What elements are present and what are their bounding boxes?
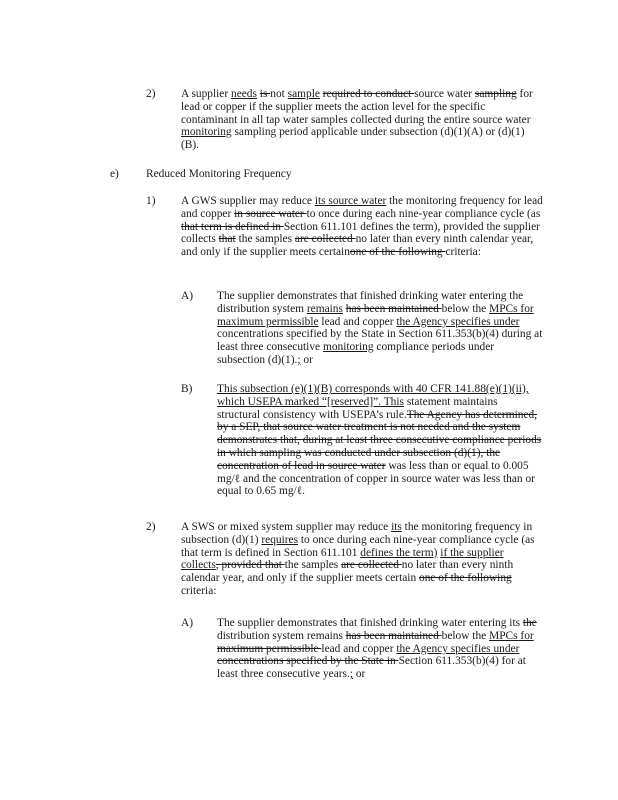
inserted-text: MPCs for maximum permissible [217,302,534,328]
deleted-text: the [522,617,537,629]
item-e1B-number: B) [181,383,193,395]
deleted-text: maximum permissible [217,642,322,655]
paragraph-text: A GWS supplier may reduce [181,195,315,207]
inserted-text: its source water [314,195,387,207]
deleted-text: required to conduct [322,88,415,100]
paragraph-text: sampling period applicable under subsection (d)(1)(A) or (d)(1)(B). [181,126,525,152]
deleted-text: is [259,88,271,100]
section-e-number: e) [110,168,119,180]
inserted-text: MPCs for [489,629,534,642]
item-d2-number: 2) [146,88,156,100]
paragraph-text: Section 611.101 defines the term), provided the supplier collects [181,220,540,246]
item-e1B-text [217,383,543,498]
deleted-text: , provided that [215,559,285,572]
paragraph-text: was less than or equal to 0.005 mg/ℓ and the concentration of copper in source water was less than or equal to 0.65 mg/ℓ. [217,459,535,498]
paragraph-text: distribution system remains [217,629,346,642]
deleted-text: are collected [294,233,356,246]
item-e1-text [181,195,543,259]
paragraph-text: statement maintains structural consistency with USEPA’s rule. [217,395,498,421]
paragraph-text: not [270,88,288,100]
inserted-text: the Agency specifies under [396,315,520,328]
paragraph-text: compliance periods under subsection (d)(1). [217,341,495,366]
inserted-text: ; [349,668,353,681]
paragraph-text: the samples [284,559,342,572]
deleted-text: one of the following [349,246,446,259]
paragraph-text: no later than every ninth calendar year, and only if the supplier meets certain [181,233,534,259]
inserted-text: requires [261,533,299,546]
item-e1-number: 1) [146,195,156,207]
paragraph-text: or [300,353,313,366]
deleted-text: concentrations specified by the State in [217,655,399,668]
paragraph-text: A SWS or mixed system supplier may reduce [181,521,392,533]
paragraph-text: Section 611.353(b)(4) for at least three consecutive years. [217,655,526,681]
inserted-text: monitoring [181,126,232,139]
paragraph-text: The supplier demonstrates that finished drinking water entering its [217,617,523,629]
paragraph-text: concentrations specified by the State in Section 611.353(b)(4) during at least three consecutive [217,328,543,354]
paragraph-text: the samples [235,233,295,246]
deleted-text: has been maintained [345,302,442,315]
inserted-text: needs [231,88,257,100]
paragraph-text: the monitoring frequency in subsection (d)(1) [181,521,533,546]
item-e2A-text [217,617,543,681]
section-e-title: Reduced Monitoring Frequency [146,168,292,180]
paragraph-text: or [353,668,366,681]
item-d2-text [181,88,541,152]
paragraph-text: lead and copper [318,315,397,328]
inserted-text: This subsection (e)(1)(B) corresponds with 40 CFR 141.88(e)(1)(ii), which USEPA marked “[reserved]”. This [217,383,529,408]
deleted-text: that term is defined in [181,220,284,233]
paragraph-text: criteria: [445,246,481,259]
paragraph-text: below the [441,302,490,315]
paragraph-text: The supplier demonstrates that finished drinking water entering the distribution system [217,290,524,315]
item-e2A-number: A) [181,617,194,629]
paragraph-text: lead and copper [321,642,397,655]
item-e1A-text [217,290,543,367]
inserted-text: if the supplier collects [181,546,504,572]
paragraph-text: the monitoring frequency for lead and copper [181,195,543,220]
inserted-text: its [391,521,402,533]
inserted-text: ; [297,353,301,366]
paragraph-text: source water [414,88,475,100]
item-e2-number: 2) [146,521,156,533]
item-e1A-number: A) [181,290,194,302]
inserted-text: defines the term) [360,546,438,559]
paragraph-text: no later than every ninth calendar year, and only if the supplier meets certain [181,559,514,585]
paragraph-text: to once during each nine-year compliance cycle (as [306,207,541,220]
deleted-text: in source water [234,207,307,220]
deleted-text: sampling [474,88,517,100]
paragraph-text: criteria: [181,584,217,597]
paragraph-text: for lead or copper if the supplier meets the action level for the specific contaminant in all tap water samples collected during the entire source water [181,88,533,126]
inserted-text: remains [306,302,343,315]
inserted-text: sample [287,88,320,100]
inserted-text: the Agency specifies under [396,642,520,655]
inserted-text: monitoring [322,341,374,354]
deleted-text: The Agency has determined, by a SEP, that source water treatment is not needed and the system demonstrates that, during at least three consecutive compliance periods in which sampling was conducted under subsection (d)(1), the concentration of lead in source water [217,408,542,472]
item-e2-text [181,521,543,598]
deleted-text: are collected [341,559,402,572]
paragraph-text: below the [441,629,490,642]
deleted-text: that [218,233,236,246]
deleted-text: one of the following [419,572,512,585]
paragraph-text: A supplier [181,88,231,100]
deleted-text: has been maintained [345,629,442,642]
paragraph-text: to once during each nine-year compliance cycle (as that term is defined in Section 611.101 [181,533,535,559]
